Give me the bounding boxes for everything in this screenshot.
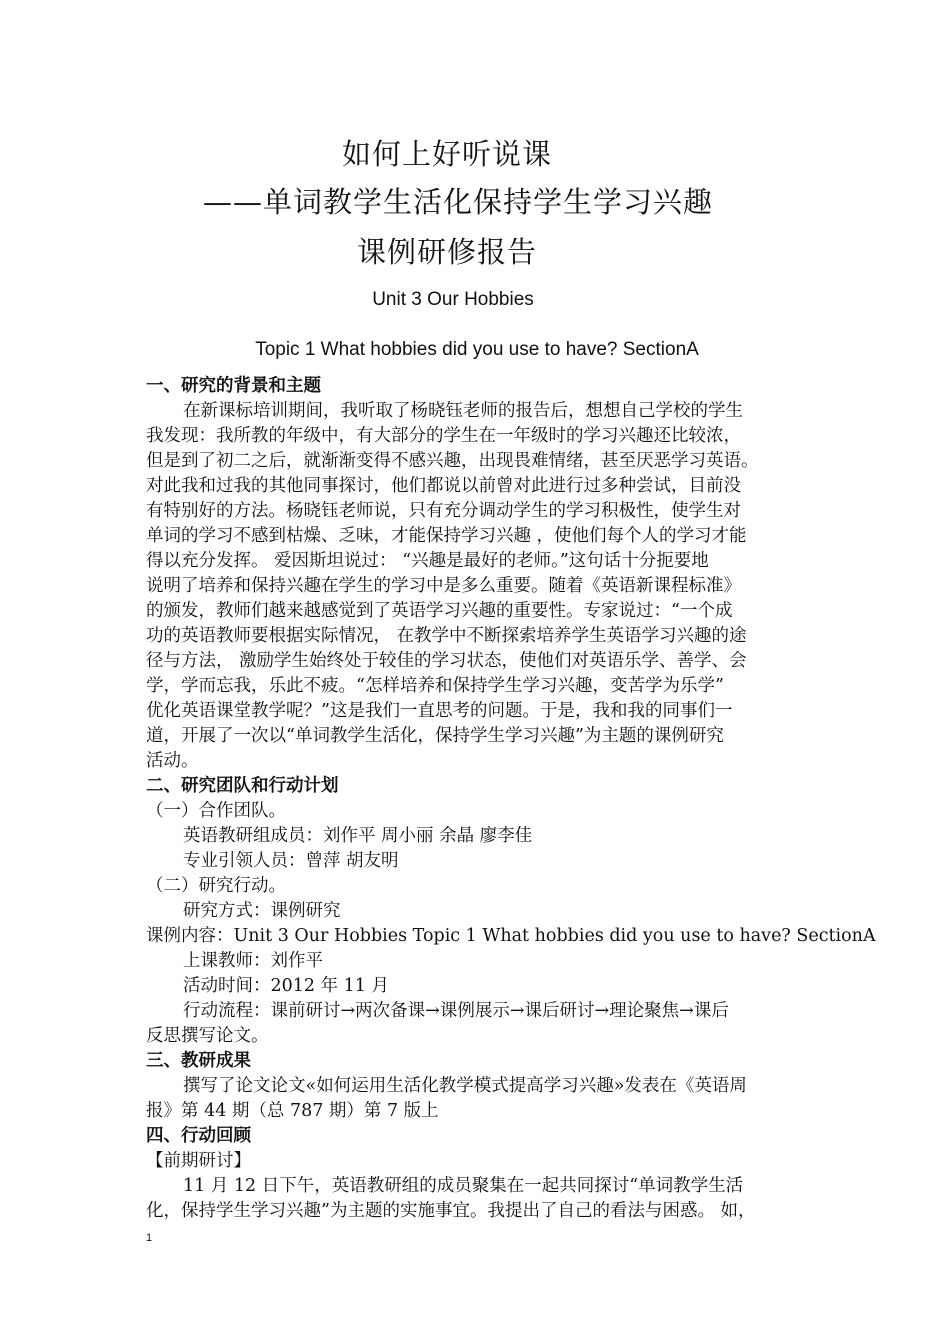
paragraph-line: 道，开展了一次以“单词教学生活化，保持学生学习兴趣”为主题的课例研究 [146,726,724,746]
section-heading: 三、教研成果 [146,1051,251,1071]
unit-subtitle: Unit 3 Our Hobbies [372,289,534,310]
paragraph-line: 单词的学习不感到枯燥、乏味，才能保持学习兴趣 ，使他们每个人的学习才能 [146,526,747,546]
document-body [146,374,876,1224]
paragraph-line: 上课教师：刘作平 [183,951,323,971]
paragraph-line: 专业引领人员：曾萍 胡友明 [183,851,399,871]
paragraph-line: 英语教研组成员：刘作平 周小丽 余晶 廖李佳 [183,826,533,846]
paragraph-line: 撰写了论文论文«如何运用生活化教学模式提高学习兴趣»发表在《英语周 [183,1076,747,1096]
paragraph-line: 但是到了初二之后，就渐渐变得不感兴趣，出现畏难情绪，甚至厌恶学习英语。 [146,451,759,471]
paragraph-line: （一）合作团队。 [146,801,286,821]
paragraph-line: （二）研究行动。 [146,876,286,896]
paragraph-line: 【前期研讨】 [146,1151,251,1171]
paragraph-line: 在新课标培训期间，我听取了杨晓钰老师的报告后，想想自己学校的学生 [183,401,743,421]
page-number: 1 [146,1232,153,1244]
paragraph-line: 对此我和过我的其他同事探讨，他们都说以前曾对此进行过多种尝试，目前没 [146,476,741,496]
paragraph-line: 活动时间：2012 年 11 月 [183,976,389,996]
paragraph-line: 我发现：我所教的年级中，有大部分的学生在一年级时的学习兴趣还比较浓， [146,426,741,446]
paragraph-line: 化，保持学生学习兴趣”为主题的实施事宜。我提出了自己的看法与困惑。 如， [146,1201,756,1221]
paragraph-line: 学，学而忘我，乐此不疲。“怎样培养和保持学生学习兴趣，变苦学为乐学” [146,676,724,696]
paragraph-line: 说明了培养和保持兴趣在学生的学习中是多么重要。随着《英语新课程标准》 [146,576,741,596]
paragraph-line: 11 月 12 日下午，英语教研组的成员聚集在一起共同探讨“单词教学生活 [183,1176,744,1196]
paragraph-line: 课例内容：Unit 3 Our Hobbies Topic 1 What hobbies did you use to have? SectionA [146,926,876,946]
paragraph-line: 得以充分发挥。 爱因斯坦说过： “兴趣是最好的老师。”这句话十分扼要地 [146,551,709,571]
title-line-1: 如何上好听说课 [341,137,552,171]
section-heading: 二、研究团队和行动计划 [146,776,339,796]
paragraph-line: 的颁发，教师们越来越感觉到了英语学习兴趣的重要性。专家说过：“一个成 [146,601,733,621]
paragraph-line: 优化英语课堂教学呢？”这是我们一直思考的问题。于是，我和我的同事们一 [146,701,733,721]
paragraph-line: 功的英语教师要根据实际情况， 在教学中不断探索培养学生英语学习兴趣的途 [146,626,747,646]
paragraph-line: 研究方式：课例研究 [183,901,341,921]
paragraph-line: 反思撰写论文。 [146,1026,269,1046]
title-line-3: 课例研修报告 [356,235,537,269]
paragraph-line: 行动流程：课前研讨→两次备课→课例展示→课后研讨→理论聚焦→课后 [183,1001,729,1021]
section-heading: 一、研究的背景和主题 [146,376,321,396]
paragraph-line: 有特别好的方法。杨晓钰老师说，只有充分调动学生的学习积极性，使学生对 [146,501,741,521]
topic-subtitle: Topic 1 What hobbies did you use to have? SectionA [255,339,699,360]
paragraph-line: 报》第 44 期（总 787 期）第 7 版上 [146,1101,439,1121]
paragraph-line: 径与方法， 激励学生始终处于较佳的学习状态，使他们对英语乐学、善学、会 [146,651,747,671]
title-line-2: ——单词教学生活化保持学生学习兴趣 [202,185,713,219]
section-heading: 四、行动回顾 [146,1126,251,1146]
paragraph-line: 活动。 [146,751,199,771]
